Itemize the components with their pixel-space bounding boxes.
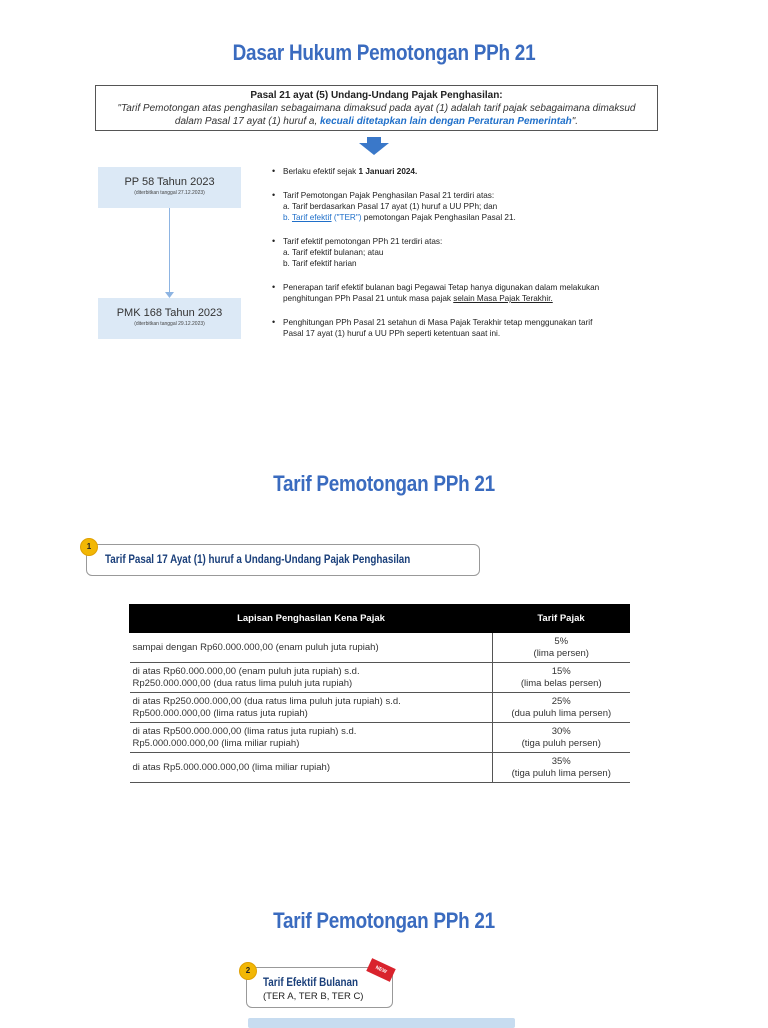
tarif-efektif-link: Tarif efektif	[291, 213, 332, 222]
quote-highlight: kecuali ditetapkan lain dengan Peraturan Pemerintah	[320, 116, 572, 127]
income-layer-cell	[130, 633, 493, 663]
table-row	[130, 723, 630, 753]
bullet-text-start: penghitungan PPh Pasal 21 untuk masa pajak	[283, 294, 454, 303]
section3-heading: Tarif Efektif Bulanan	[263, 975, 358, 989]
rate-value: 30%	[551, 725, 571, 737]
income-layer-cell	[130, 753, 493, 783]
table-row	[130, 753, 630, 783]
income-line-1: sampai dengan Rp60.000.000,00 (enam puluh juta rupiah)	[132, 641, 379, 653]
number-badge-2: 2	[239, 962, 257, 980]
ter-label: ("TER")	[331, 213, 362, 222]
legal-quote-box	[95, 85, 658, 131]
table-row	[130, 663, 630, 693]
bullet-sub-b: b. Tarif efektif harian	[283, 259, 357, 268]
section3-title: Tarif Pemotongan PPh 21	[273, 908, 495, 933]
new-badge: NEW	[366, 958, 395, 982]
section2-heading: Tarif Pasal 17 Ayat (1) huruf a Undang-Undang Pajak Penghasilan	[105, 552, 411, 566]
bullet-text: Berlaku efektif sejak	[283, 167, 359, 176]
rate-text: (dua puluh lima persen)	[511, 707, 612, 719]
table-row	[130, 693, 630, 723]
bullet-bold-date: 1 Januari 2024.	[358, 167, 418, 176]
rate-text: (tiga puluh lima persen)	[511, 767, 611, 779]
bullet-sub-a: a. Tarif berdasarkan Pasal 17 ayat (1) huruf a UU PPh; dan	[283, 202, 498, 211]
bullet-tariff-types	[270, 190, 670, 223]
bullet-final-period	[270, 317, 670, 339]
income-line-2: Rp500.000.000,00 (lima ratus juta rupiah)	[132, 707, 308, 719]
bullet-text-2	[283, 293, 670, 304]
bullet-text: • Penerapan tarif efektif bulanan bagi Pegawai Tetap hanya digunakan dalam melakukan	[283, 283, 600, 292]
table-row	[130, 633, 630, 663]
rate-text: (lima persen)	[533, 647, 589, 659]
sub-prefix: b.	[283, 213, 292, 222]
rate-cell	[493, 723, 630, 753]
income-line-1: di atas Rp60.000.000,00 (enam puluh juta rupiah) s.d.	[132, 665, 360, 677]
income-line-2: Rp5.000.000.000,00 (lima miliar rupiah)	[132, 737, 300, 749]
regulation-box-pp58	[98, 167, 241, 208]
section3-subheading: (TER A, TER B, TER C)	[263, 991, 364, 1002]
bullet-monthly-application	[270, 282, 670, 304]
arrow-down-icon	[359, 137, 389, 155]
sub-suffix: pemotongan Pajak Penghasilan Pasal 21.	[361, 213, 516, 222]
income-line-2: Rp250.000.000,00 (dua ratus lima puluh juta rupiah)	[132, 677, 353, 689]
quote-line-2-start: dalam Pasal 17 ayat (1) huruf a,	[174, 116, 320, 127]
rate-value: 15%	[551, 665, 571, 677]
bullet-underlined: selain Masa Pajak Terakhir.	[453, 294, 553, 303]
income-line-1: di atas Rp250.000.000,00 (dua ratus lima puluh juta rupiah) s.d.	[132, 695, 401, 707]
rate-value: 25%	[551, 695, 571, 707]
rate-text: (tiga puluh persen)	[521, 737, 601, 749]
regulation-name: PP 58 Tahun 2023	[124, 176, 215, 188]
cropped-table-header	[248, 1018, 515, 1028]
bullet-effective-types	[270, 236, 670, 269]
regulation-box-pmk168	[98, 298, 241, 339]
rate-text: (lima belas persen)	[520, 677, 602, 689]
bullet-text: • Tarif efektif pemotongan PPh 21 terdiri atas:	[283, 237, 443, 246]
tariff-table	[129, 604, 630, 783]
income-line-1: di atas Rp5.000.000.000,00 (lima miliar rupiah)	[132, 761, 330, 773]
bullet-text: • Penghitungan PPh Pasal 21 setahun di Masa Pajak Terakhir tetap menggunakan tarif	[283, 318, 593, 327]
section1-title: Dasar Hukum Pemotongan PPh 21	[232, 40, 536, 65]
bullet-sub-a: a. Tarif efektif bulanan; atau	[283, 248, 384, 257]
bullet-text: • Tarif Pemotongan Pajak Penghasilan Pasal 21 terdiri atas:	[283, 191, 495, 200]
regulation-name: PMK 168 Tahun 2023	[116, 307, 223, 319]
connector-line	[169, 208, 170, 296]
bullet-text-2: Pasal 17 ayat (1) huruf a UU PPh seperti ketentuan saat ini.	[283, 329, 501, 338]
rate-cell	[493, 693, 630, 723]
bullet-effective-date	[270, 166, 670, 177]
rate-value: 35%	[551, 755, 571, 767]
income-layer-cell	[130, 693, 493, 723]
table-header-row	[130, 605, 630, 633]
column-header-rate: Tarif Pajak	[493, 605, 630, 633]
rate-cell	[493, 663, 630, 693]
bullet-list	[270, 166, 670, 352]
bullet-sub-b	[283, 212, 670, 223]
income-layer-cell	[130, 723, 493, 753]
regulation-date: (diterbitkan tanggal 29.12.2023)	[134, 321, 205, 327]
rate-cell	[493, 753, 630, 783]
section2-title: Tarif Pemotongan PPh 21	[273, 471, 495, 496]
rate-cell	[493, 633, 630, 663]
quote-line-1: "Tarif Pemotongan atas penghasilan sebagaimana dimaksud pada ayat (1) adalah tarif pajak sebagaimana dimaksud	[117, 103, 636, 114]
column-header-income-layer: Lapisan Penghasilan Kena Pajak	[130, 605, 493, 633]
income-layer-cell	[130, 663, 493, 693]
regulation-date: (diterbitkan tanggal 27.12.2023)	[134, 190, 205, 196]
quote-heading: Pasal 21 ayat (5) Undang-Undang Pajak Penghasilan:	[250, 90, 503, 101]
quote-line-2-end: ".	[571, 116, 579, 127]
income-line-1: di atas Rp500.000.000,00 (lima ratus juta rupiah) s.d.	[132, 725, 357, 737]
number-badge-1: 1	[80, 538, 98, 556]
rate-value: 5%	[554, 635, 569, 647]
quote-line-2	[96, 115, 657, 128]
